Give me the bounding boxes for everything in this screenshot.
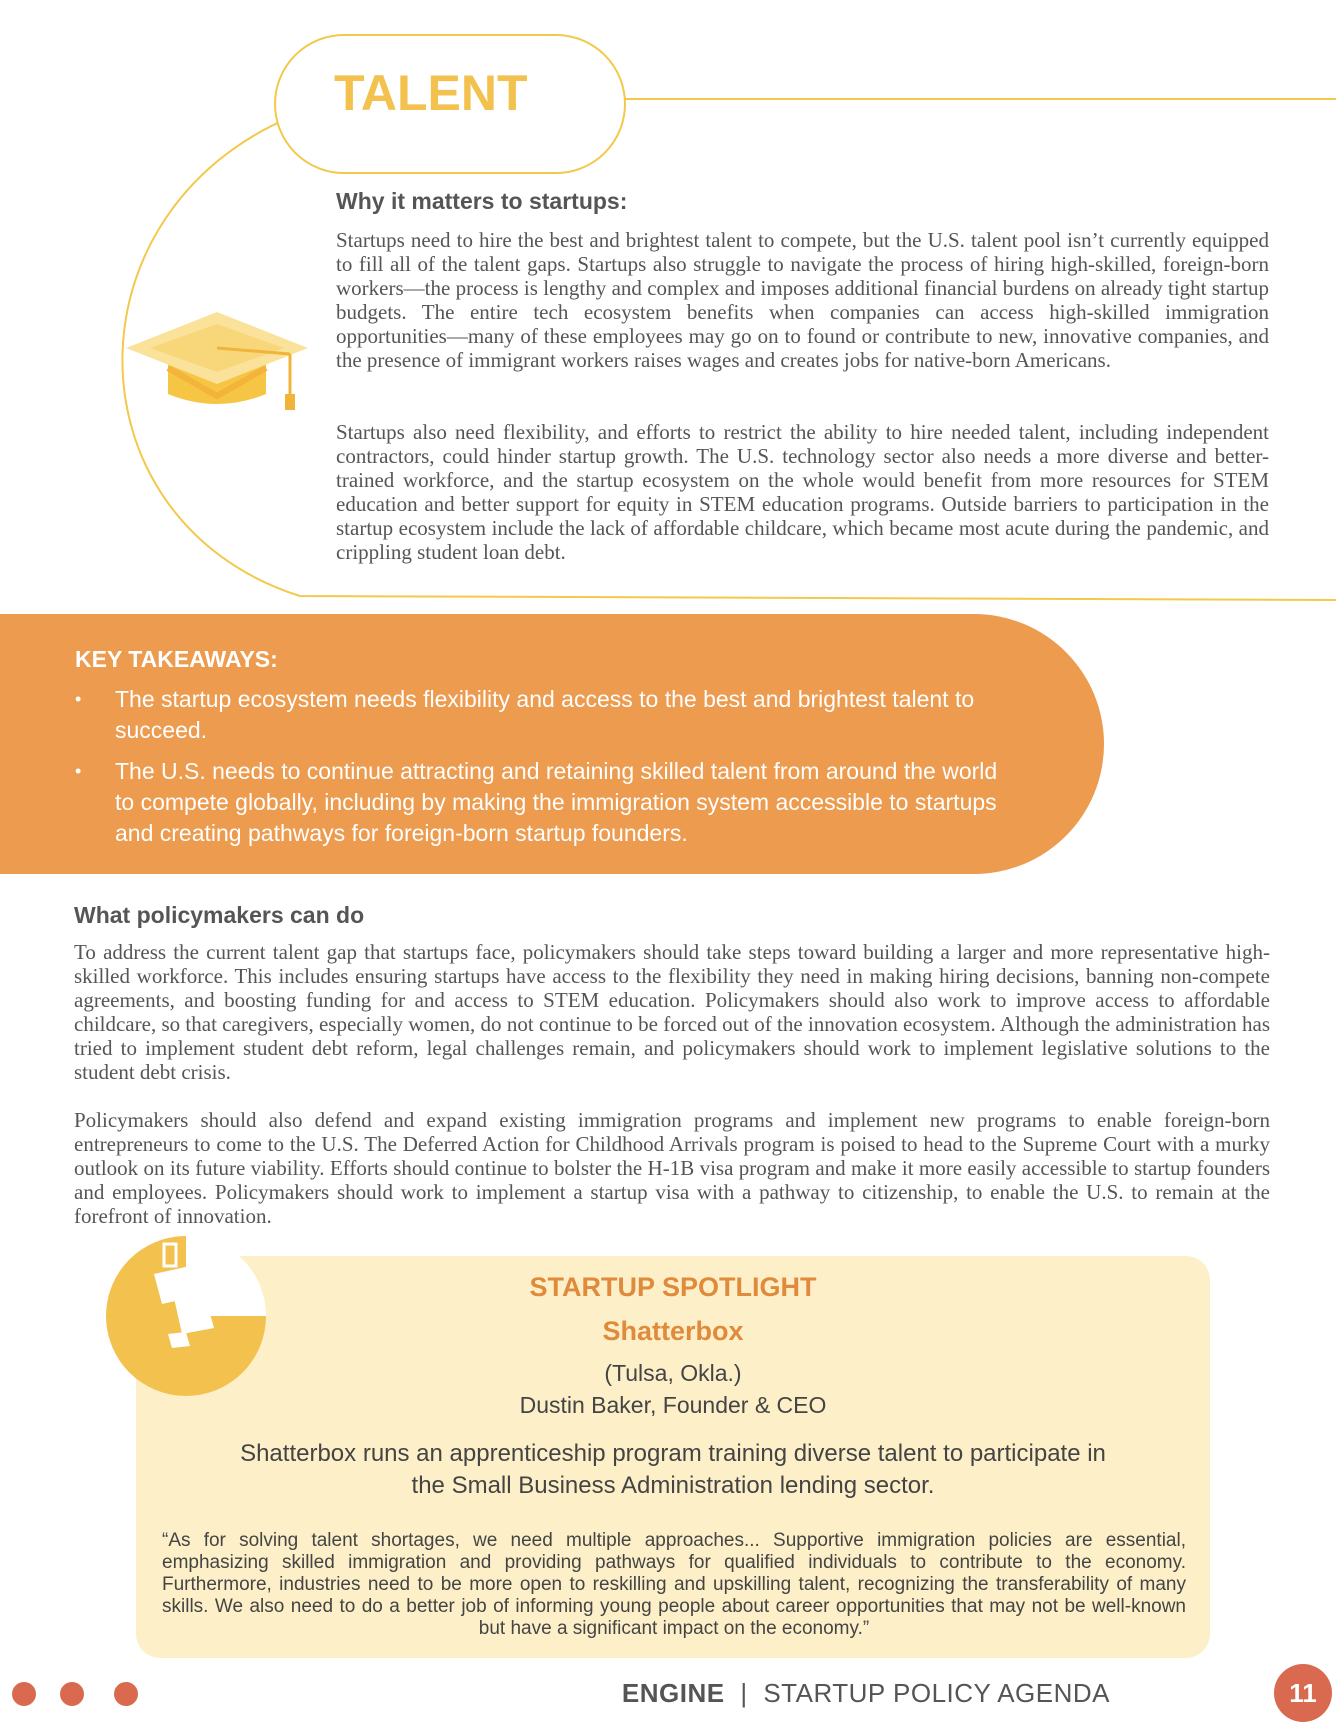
why-heading: Why it matters to startups:	[336, 188, 628, 214]
policy-paragraph-1: To address the current talent gap that startups face, policymakers should take steps toward building a larger and more representative high-skilled workforce. This includes ensuring startups have access to the flexibility they need in making hiring decisions, banning non-compete agreements, and boosting funding for and access to STEM education. Policymakers should also work to improve access to affordable childcare, so that caregivers, especially women, do not continue to be forced out of the innovation ecosystem. Although the administration has tried to implement student debt reform, legal challenges remain, and policymakers should work to implement legislative solutions to the student debt crisis.	[74, 940, 1270, 1084]
footer-dot	[12, 1682, 36, 1706]
list-item	[75, 684, 1005, 746]
footer-dot	[114, 1682, 138, 1706]
why-paragraph-2: Startups also need flexibility, and efforts to restrict the ability to hire needed talent, including independent contractors, could hinder startup growth. The U.S. technology sector also needs a more diverse and better-trained workforce, and the startup ecosystem on the whole would benefit from more resources for STEM education and better support for equity in STEM education programs. Outside barriers to participation in the startup ecosystem include the lack of affordable childcare, which became most acute during the pandemic, and crippling student loan debt.	[336, 420, 1269, 564]
footer-title	[622, 1678, 1110, 1709]
bullet-icon: •	[75, 761, 82, 781]
bullet-icon: •	[75, 689, 82, 709]
spotlight-lamp-icon	[106, 1236, 266, 1396]
spotlight-label: STARTUP SPOTLIGHT	[529, 1272, 817, 1302]
startup-spotlight-card	[136, 1256, 1210, 1658]
takeaway-text: The startup ecosystem needs flexibility and access to the best and brightest talent to succeed.	[115, 686, 975, 743]
policy-paragraph-2: Policymakers should also defend and expand existing immigration programs and implement new programs to enable foreign-born entrepreneurs to come to the U.S. The Deferred Action for Childhood Arrivals program is poised to head to the Supreme Court with a murky outlook on its future viability. Efforts should continue to bolster the H-1B visa program and make it more easily accessible to startup founders and employees. Policymakers should work to implement a startup visa with a pathway to citizenship, to enable the U.S. to remain at the forefront of innovation.	[74, 1108, 1270, 1228]
key-takeaways-heading: KEY TAKEAWAYS:	[75, 646, 278, 672]
key-takeaways-list	[75, 684, 1005, 859]
footer-subtitle: STARTUP POLICY AGENDA	[763, 1678, 1110, 1708]
policymakers-heading: What policymakers can do	[74, 902, 365, 928]
footer-brand: ENGINE	[621, 1678, 725, 1708]
page-number: 11	[1274, 1664, 1332, 1722]
spotlight-location: (Tulsa, Okla.)	[604, 1360, 742, 1386]
key-takeaways-panel	[0, 614, 1104, 874]
spotlight-founder: Dustin Baker, Founder & CEO	[519, 1392, 827, 1418]
decorative-arc	[0, 0, 1336, 620]
why-paragraph-1: Startups need to hire the best and brightest talent to compete, but the U.S. talent pool isn’t currently equipped to fill all of the talent gaps. Startups also struggle to navigate the process of hiring high-skilled, foreign-born workers—the process is lengthy and complex and imposes additional financial burdens on already tight startup budgets. The entire tech ecosystem benefits when companies can access high-skilled immigration opportunities—many of these employees may go on to found or contribute to new, innovative companies, and the presence of immigrant workers raises wages and creates jobs for native-born Americans.	[336, 228, 1269, 372]
section-title-pill	[274, 34, 626, 174]
footer-separator: |	[740, 1678, 748, 1708]
spotlight-quote: “As for solving talent shortages, we need multiple approaches... Supportive immigration policies are essential, emphasizing skilled immigration and providing pathways for qualified individuals to contribute to the economy. Furthermore, industries need to be more open to reskilling and upskilling talent, recognizing the transferability of many skills. We also need to do a better job of informing young people about career opportunities that may not be well-known but have a significant impact on the economy.”	[162, 1530, 1186, 1639]
page-title: TALENT	[334, 65, 528, 121]
footer-dot	[60, 1682, 84, 1706]
list-item	[75, 756, 1005, 849]
spotlight-company: Shatterbox	[602, 1316, 744, 1346]
takeaway-text: The U.S. needs to continue attracting and retaining skilled talent from around the world to compete globally, including by making the immigration system accessible to startups and creating pathways for foreign-born startup founders.	[115, 758, 998, 846]
spotlight-description: Shatterbox runs an apprenticeship program training diverse talent to participate in the Small Business Administration lending sector.	[240, 1440, 1106, 1499]
